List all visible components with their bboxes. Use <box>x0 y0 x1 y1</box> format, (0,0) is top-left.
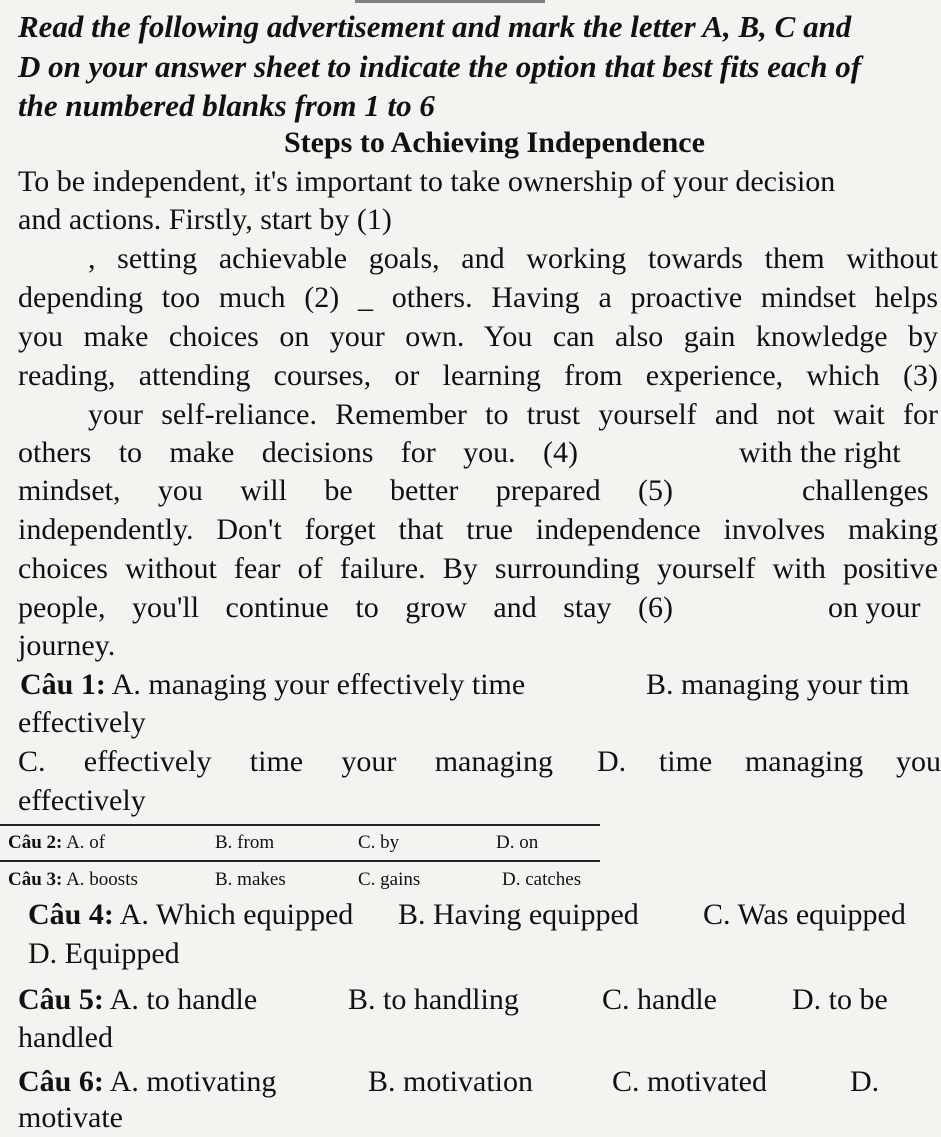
divider-bottom <box>0 860 600 862</box>
passage-line-12: people, you'll continue to grow and stay (6) <box>18 591 673 624</box>
q6-option-a: A. motivating <box>109 1065 277 1098</box>
question-2 <box>8 831 105 855</box>
q4-option-a: A. Which equipped <box>119 898 354 931</box>
instruction-line-1: Read the following advertisement and mark the letter A, B, C and <box>18 9 852 44</box>
q1-option-b: B. managing your tim <box>646 668 910 701</box>
q4-option-d: D. Equipped <box>28 937 180 970</box>
instruction-line-2: D on your answer sheet to indicate the option that best fits each of <box>18 49 862 84</box>
q2-option-a: A. of <box>66 832 106 853</box>
q3-option-a: A. boosts <box>66 869 138 890</box>
question-5-label: Câu 5: <box>18 983 104 1016</box>
q1-option-d: D. time managing you <box>597 745 941 778</box>
passage-line-9: mindset, you will be better prepared (5) <box>18 474 673 507</box>
passage-line-4: depending too much (2) _ others. Having a proactive mindset helps <box>18 281 938 314</box>
question-3-label: Câu 3: <box>8 869 63 890</box>
q2-option-b: B. from <box>215 832 275 853</box>
question-4-label: Câu 4: <box>28 898 114 931</box>
passage-line-5: you make choices on your own. You can also gain knowledge by <box>18 320 938 353</box>
passage-line-9-end: challenges <box>802 474 929 507</box>
question-3 <box>8 868 138 892</box>
passage-line-11: choices without fear of failure. By surrounding yourself with positive <box>18 552 938 585</box>
passage-line-1: To be independent, it's important to take ownership of your decision <box>18 165 836 198</box>
q6-option-d: D. <box>850 1065 880 1098</box>
q3-option-b: B. makes <box>215 869 286 890</box>
q5-option-c: C. handle <box>602 983 717 1016</box>
q5-option-d: D. to be <box>792 983 888 1016</box>
q1-option-a: A. managing your effectively time <box>111 668 526 701</box>
q6-option-d-cont: motivate <box>18 1101 123 1134</box>
question-4 <box>28 896 353 934</box>
q1-option-b-cont: effectively <box>18 706 146 739</box>
question-1-label: Câu 1: <box>20 668 106 701</box>
passage-line-8-end: with the right <box>739 436 901 469</box>
passage-line-3: , setting achievable goals, and working towards them without <box>88 242 938 275</box>
q4-option-c: C. Was equipped <box>703 898 906 931</box>
question-6-label: Câu 6: <box>18 1065 104 1098</box>
q5-option-a: A. to handle <box>109 983 258 1016</box>
passage-line-10: independently. Don't forget that true independence involves making <box>18 513 938 546</box>
question-5 <box>18 981 257 1019</box>
question-6 <box>18 1063 276 1101</box>
q2-option-d: D. on <box>496 832 539 853</box>
q6-option-b: B. motivation <box>368 1065 533 1098</box>
q2-option-c: C. by <box>358 832 400 853</box>
q5-option-d-cont: handled <box>18 1021 113 1054</box>
q6-option-c: C. motivated <box>612 1065 767 1098</box>
passage-line-13: journey. <box>18 629 116 662</box>
instruction-line-3: the numbered blanks from 1 to 6 <box>18 88 435 123</box>
top-edge-mark <box>355 0 545 3</box>
passage-line-6: reading, attending courses, or learning from experience, which (3) <box>18 359 938 392</box>
passage-line-8: others to make decisions for you. (4) <box>18 436 578 469</box>
q1-option-d-cont: effectively <box>18 784 146 817</box>
passage-title: Steps to Achieving Independence <box>284 126 705 159</box>
passage-line-12-end: on your <box>828 591 921 624</box>
q5-option-b: B. to handling <box>348 983 519 1016</box>
passage-line-7: your self-reliance. Remember to trust yourself and not wait for <box>88 398 938 431</box>
question-2-label: Câu 2: <box>8 832 63 853</box>
q1-option-c: C. effectively time your managing <box>18 745 553 778</box>
passage-line-2: and actions. Firstly, start by (1) <box>18 203 392 236</box>
q3-option-c: C. gains <box>358 869 421 890</box>
question-1 <box>20 666 525 704</box>
q3-option-d: D. catches <box>502 869 582 890</box>
divider-top <box>0 824 600 826</box>
q4-option-b: B. Having equipped <box>398 898 639 931</box>
